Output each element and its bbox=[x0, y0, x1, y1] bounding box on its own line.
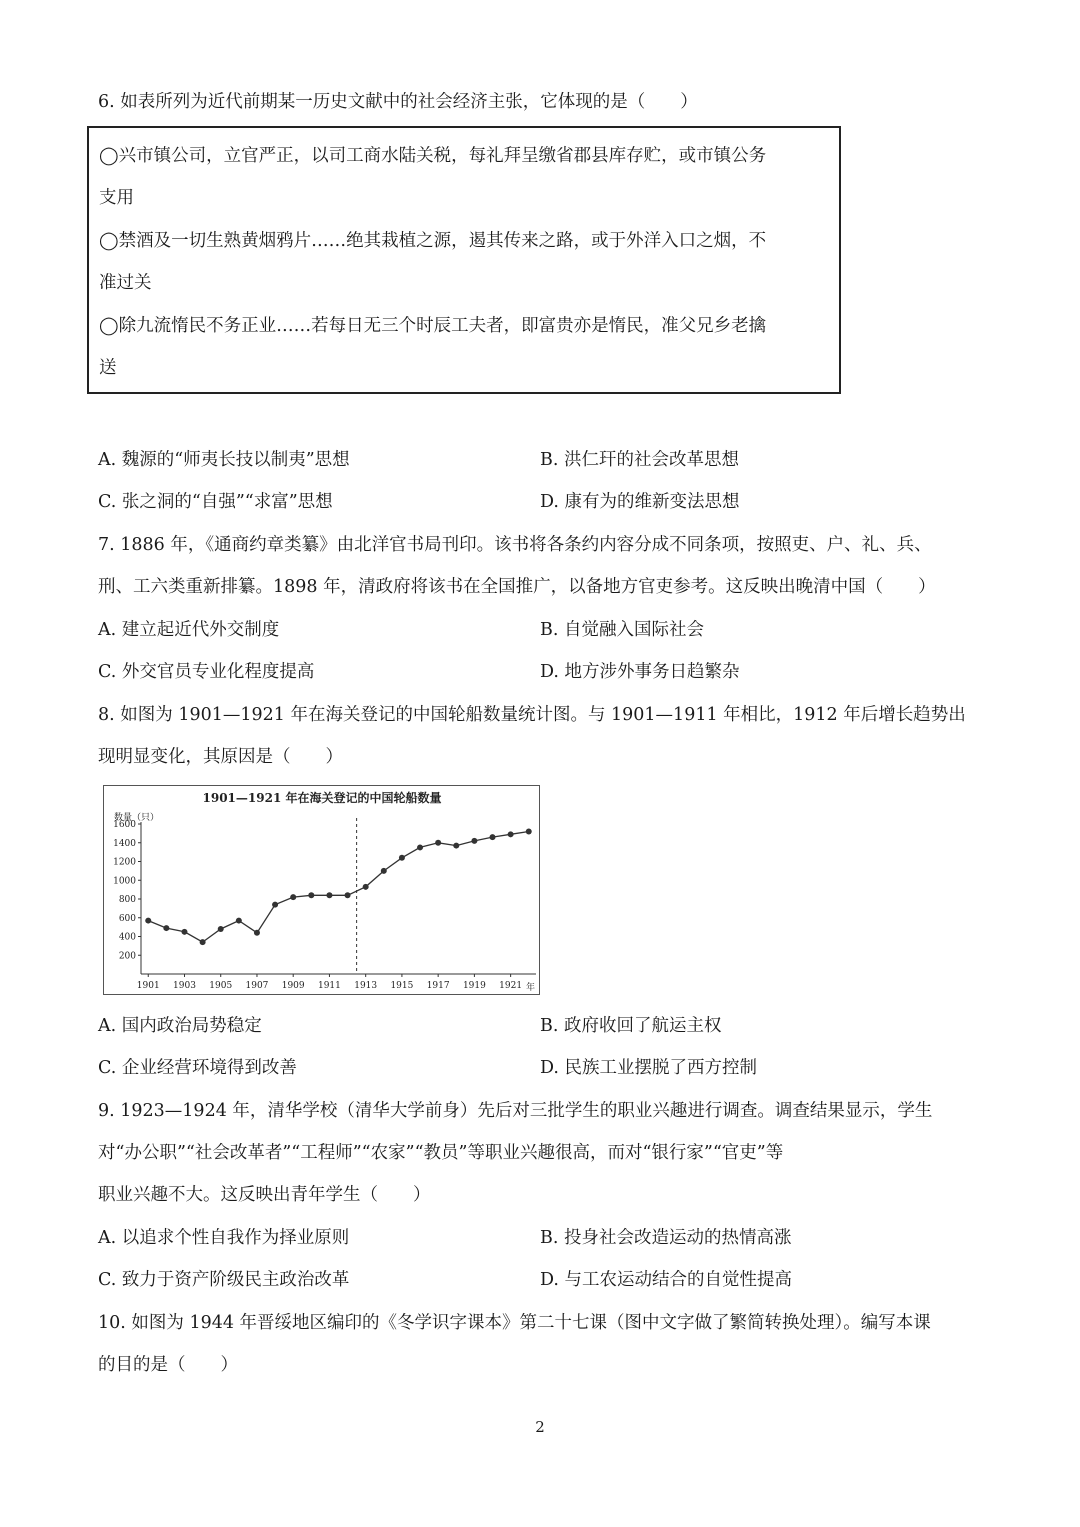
q6-option-a: A. 魏源的“师夷长技以制夷”思想 bbox=[98, 450, 350, 470]
q9-stem-line: 对“办公职”“社会改革者”“工程师”“农家”“教员”等职业兴趣很高，而对“银行家”“官吏”等 bbox=[98, 1143, 784, 1163]
chart-title: 1901—1921 年在海关登记的中国轮船数量 bbox=[202, 791, 442, 805]
chart-data-point bbox=[490, 834, 496, 840]
chart-data-point bbox=[272, 902, 278, 908]
chart-data-point bbox=[435, 840, 441, 846]
q9-option-d: D. 与工农运动结合的自觉性提高 bbox=[540, 1270, 793, 1290]
chart-y-tick-label: 200 bbox=[118, 951, 136, 962]
chart-data-point bbox=[399, 855, 405, 861]
q7-stem-line: 刑、工六类重新排纂。1898 年，清政府将该书在全国推广，以备地方官吏参考。这反映出晚清中国（ ） bbox=[98, 577, 936, 597]
q8-stem-line: 现明显变化，其原因是（ ） bbox=[98, 747, 343, 767]
q9-stem-line: 职业兴趣不大。这反映出青年学生（ ） bbox=[98, 1185, 431, 1205]
chart-x-tick-label: 1903 bbox=[173, 981, 196, 991]
chart-data-point bbox=[200, 939, 206, 945]
chart-svg bbox=[104, 786, 541, 996]
chart-data-point bbox=[290, 894, 296, 900]
q9-option-b: B. 投身社会改造运动的热情高涨 bbox=[540, 1228, 792, 1248]
chart-y-tick-label: 1600 bbox=[113, 820, 136, 830]
page-number: 2 bbox=[535, 1418, 545, 1436]
q8-option-a: A. 国内政治局势稳定 bbox=[98, 1016, 262, 1036]
chart-data-point bbox=[471, 838, 477, 844]
chart-data-point bbox=[145, 918, 151, 924]
q10-stem-line: 的目的是（ ） bbox=[98, 1355, 238, 1375]
chart-x-tick-label: 1905 bbox=[209, 981, 233, 991]
chart-x-tick-label: 1917 bbox=[426, 981, 450, 991]
chart-y-tick-label: 600 bbox=[118, 913, 136, 924]
q7-option-a: A. 建立起近代外交制度 bbox=[98, 620, 280, 640]
q6-option-c: C. 张之洞的“自强”“求富”思想 bbox=[98, 492, 333, 512]
chart-data-point bbox=[308, 892, 314, 898]
q6-quote-box bbox=[87, 126, 841, 394]
q7-option-c: C. 外交官员专业化程度提高 bbox=[98, 662, 315, 682]
chart-y-axis-label: 数量（只） bbox=[114, 813, 160, 823]
q8-option-d: D. 民族工业摆脱了西方控制 bbox=[540, 1058, 758, 1078]
q6-stem: 6. 如表所列为近代前期某一历史文献中的社会经济主张，它体现的是（ ） bbox=[98, 92, 698, 112]
chart-x-tick-label: 1901 bbox=[136, 981, 160, 991]
chart-x-tick-label: 1907 bbox=[245, 981, 269, 991]
chart-x-axis-label: 年 bbox=[526, 983, 536, 993]
q8-option-c: C. 企业经营环境得到改善 bbox=[98, 1058, 297, 1078]
chart-data-point bbox=[254, 930, 260, 936]
chart-series-line bbox=[148, 832, 529, 943]
chart-data-point bbox=[381, 868, 387, 874]
chart-data-point bbox=[236, 918, 242, 924]
q9-option-c: C. 致力于资产阶级民主政治改革 bbox=[98, 1270, 350, 1290]
chart-x-tick-label: 1915 bbox=[390, 981, 414, 991]
chart-y-tick-label: 1400 bbox=[113, 838, 136, 849]
chart-data-point bbox=[181, 929, 187, 935]
chart-x-tick-label: 1909 bbox=[281, 981, 305, 991]
chart-data-point bbox=[218, 926, 224, 932]
ship-count-chart bbox=[103, 785, 540, 995]
chart-data-point bbox=[508, 831, 514, 837]
chart-x-tick-label: 1921 bbox=[499, 981, 523, 991]
chart-data-point bbox=[363, 884, 369, 890]
q7-option-d: D. 地方涉外事务日趋繁杂 bbox=[540, 662, 740, 682]
q6-box-line: 送 bbox=[99, 358, 117, 378]
chart-y-tick-label: 1000 bbox=[113, 876, 136, 887]
q9-stem-line: 9. 1923—1924 年，清华学校（清华大学前身）先后对三批学生的职业兴趣进行调查。调查结果显示，学生 bbox=[98, 1101, 933, 1121]
chart-data-point bbox=[163, 925, 169, 931]
q6-option-b: B. 洪仁玕的社会改革思想 bbox=[540, 450, 739, 470]
chart-data-point bbox=[345, 892, 351, 898]
chart-y-tick-label: 800 bbox=[118, 895, 136, 905]
q7-stem-line: 7. 1886 年，《通商约章类纂》由北洋官书局刊印。该书将各条约内容分成不同条项，按照吏、户、礼、兵、 bbox=[98, 535, 932, 555]
chart-data-point bbox=[326, 892, 332, 898]
chart-x-tick-label: 1913 bbox=[354, 981, 378, 991]
chart-data-point bbox=[526, 829, 532, 835]
chart-data-point bbox=[453, 843, 459, 849]
q6-box-line: ◯除九流惰民不务正业……若每日无三个时辰工夫者，即富贵亦是惰民，准父兄乡老擒 bbox=[99, 316, 767, 336]
chart-y-tick-label: 400 bbox=[118, 932, 136, 943]
chart-y-tick-label: 1200 bbox=[113, 857, 136, 868]
q6-box-line: ◯兴市镇公司，立官严正，以司工商水陆关税，每礼拜呈缴省郡县库存贮，或市镇公务 bbox=[99, 146, 767, 166]
q6-box-line: 准过关 bbox=[99, 273, 152, 293]
chart-x-tick-label: 1911 bbox=[317, 981, 341, 991]
q8-option-b: B. 政府收回了航运主权 bbox=[540, 1016, 722, 1036]
chart-data-point bbox=[417, 844, 423, 850]
q7-option-b: B. 自觉融入国际社会 bbox=[540, 620, 704, 640]
q6-option-d: D. 康有为的维新变法思想 bbox=[540, 492, 740, 512]
q8-stem-line: 8. 如图为 1901—1921 年在海关登记的中国轮船数量统计图。与 1901—1911 年相比，1912 年后增长趋势出 bbox=[98, 705, 966, 725]
q10-stem-line: 10. 如图为 1944 年晋绥地区编印的《冬学识字课本》第二十七课（图中文字做了繁简转换处理）。编写本课 bbox=[98, 1313, 931, 1333]
chart-x-tick-label: 1919 bbox=[462, 981, 486, 991]
q6-box-line: ◯禁酒及一切生熟黄烟鸦片……绝其栽植之源，遏其传来之路，或于外洋入口之烟，不 bbox=[99, 231, 767, 251]
q9-option-a: A. 以追求个性自我作为择业原则 bbox=[98, 1228, 350, 1248]
q6-box-line: 支用 bbox=[99, 188, 134, 208]
